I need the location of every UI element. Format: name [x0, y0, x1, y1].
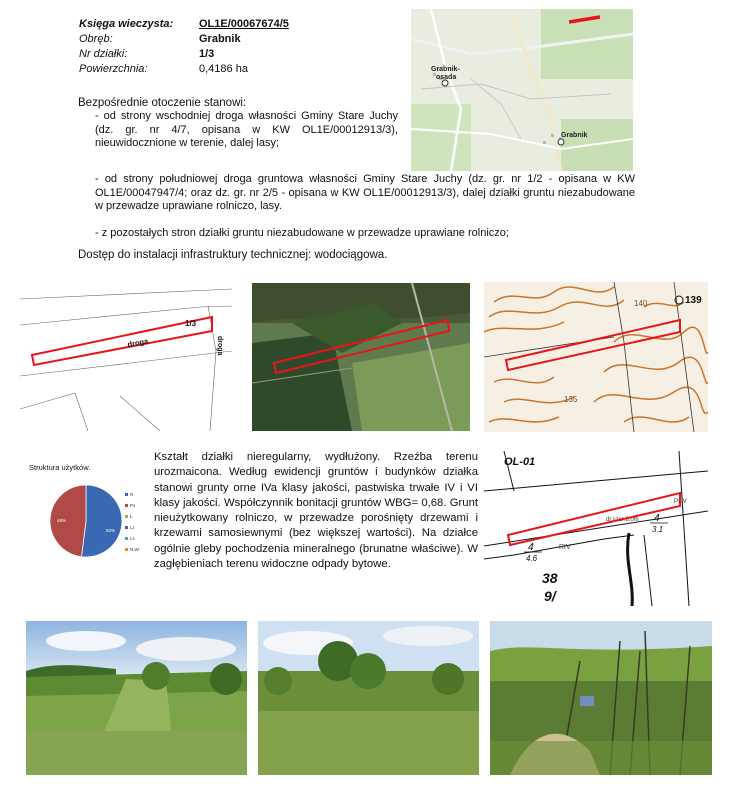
plan-label-b: PsIV: [674, 499, 687, 505]
site-photo-2: [258, 621, 479, 775]
pie-label-right: 52%: [106, 528, 116, 533]
legend-swatch: [125, 537, 128, 540]
legend-swatch: [125, 493, 128, 496]
plan-code: 38: [542, 570, 558, 586]
legend-label: Ls: [130, 536, 135, 541]
pow-value: 0,4186 ha: [199, 63, 248, 75]
pow-label: Powierzchnia:: [79, 63, 148, 75]
contour-label-135: 135: [564, 395, 578, 404]
pie-slice-R: [81, 485, 122, 557]
legend-swatch: [125, 548, 128, 551]
legend-label: R: [130, 492, 134, 497]
surroundings-item-1: - od strony wschodniej droga własności Gminy Stare Juchy (dz. gr. nr 4/7, opisana w KW OL1E/00012913/3), nieuwidocznione w terenie, dalej lasy;: [95, 110, 398, 149]
legend-swatch: [125, 504, 128, 507]
legend-label: Ł: [130, 514, 133, 519]
plan-frac1-den: 3.1: [652, 525, 664, 534]
obreb-label: Obręb:: [79, 33, 113, 45]
map-label-grabnik: Grabnik: [561, 132, 588, 139]
legend-label: Ps: [130, 503, 136, 508]
access-line: Dostęp do instalacji infrastruktury technicznej: wodociągowa.: [78, 249, 388, 261]
kw-value: OL1E/00067674/5: [199, 18, 289, 30]
site-photo-1: [26, 621, 247, 775]
road-label: droga: [126, 336, 149, 349]
pie-label-left: 48%: [57, 518, 67, 523]
pie-slice-Ps: [50, 485, 86, 557]
plan-top-label: OL-01: [504, 456, 536, 468]
legend-label: Lz: [130, 525, 135, 530]
legend-swatch: [125, 526, 128, 529]
surroundings-item-2: - od strony południowej droga gruntowa własności Gminy Stare Juchy (dz. gr. nr 1/2 - opisana w KW OL1E/00047947/4; oraz dz. gr. nr 2/5 - opisana w KW OL1E/00012913/3), dalej działki gruntu niezabudowane w przewadze uprawiane rolniczo, lasy.: [95, 173, 635, 212]
kw-label: Księga wieczysta:: [79, 18, 174, 30]
plan-frac2-num: 4: [528, 542, 534, 553]
parcel-label: 1/3: [185, 319, 197, 328]
plan-label-a: RIV: [559, 544, 571, 551]
elevation-label: 139: [685, 295, 702, 306]
nr-label: Nr działki:: [79, 48, 128, 60]
contour-label-140: 140: [634, 299, 648, 308]
plan-frac2-den: 4.6: [526, 554, 538, 563]
plan-frac1-num: 4: [654, 513, 660, 524]
site-photo-3: [490, 621, 712, 775]
parcel-info: [79, 17, 379, 81]
plan-code2: 9/: [544, 588, 556, 604]
description-text: Kształt działki nieregularny, wydłużony. Rzeźba terenu urozmaicona. Według ewidencji gruntów i budynków działka stanowi grunty orne IVa klasy jakości, pastwiska trwałe IV i VI klasy jakości. Współczynnik bonitacji gruntów WBG= 0,68. Grunt nieużytkowany rolniczo, w przewadze porośnięty drzewami i krzewami samosiewnymi (bez większej wartości). Na działce ogólnie gleby pochodzenia mineralnego (brunatne właściwe). W zagłębieniach terenu widoczne odpady bytowe.: [154, 451, 478, 571]
plan-road-label: dr.szer.6.0m: [606, 517, 639, 523]
nr-value: 1/3: [199, 48, 215, 60]
obreb-value: Grabnik: [199, 33, 241, 45]
parcel-sketch-map: [20, 281, 232, 431]
surroundings-title: Bezpośrednie otoczenie stanowi:: [78, 97, 247, 109]
overview-map-graphic: [411, 9, 633, 171]
aerial-photo: [252, 283, 470, 431]
road-vert-label: droga: [216, 336, 223, 356]
pie-chart: [24, 459, 146, 562]
surroundings-item-3: - z pozostałych stron działki gruntu niezabudowane w przewadze uprawiane rolniczo;: [95, 227, 509, 239]
svg-text:osada: osada: [436, 74, 457, 81]
cadastral-plan: [484, 451, 708, 606]
parcel-sketch-graphic: [20, 281, 232, 431]
map-label-osada: Grabnik-: [431, 66, 460, 73]
pie-chart-card: [24, 459, 146, 562]
pie-chart-title: Struktura użytków.: [29, 463, 91, 472]
overview-map: [411, 9, 633, 171]
topographic-map: [484, 282, 708, 432]
legend-swatch: [125, 515, 128, 518]
legend-label: N,W-: [130, 547, 141, 552]
